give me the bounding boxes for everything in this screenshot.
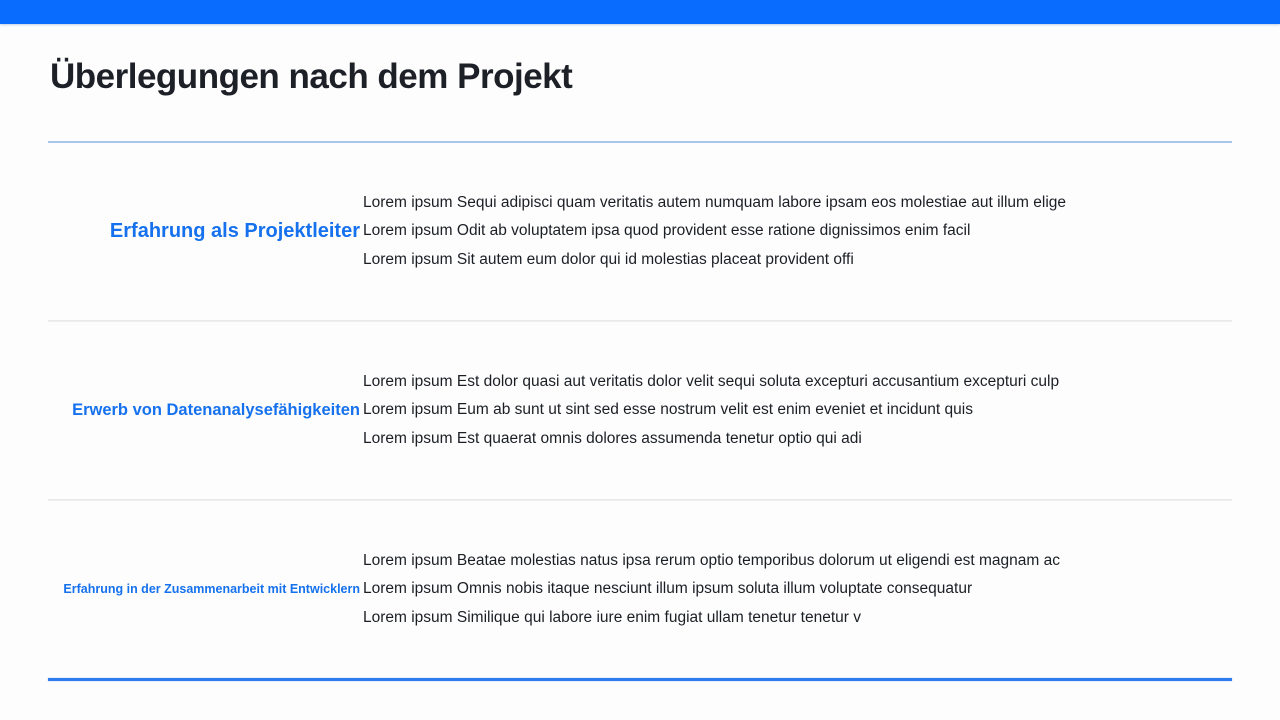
- body-line: Lorem ipsum Sequi adipisci quam veritatis autem numquam labore ipsam eos molestiae aut illum elige: [363, 193, 1067, 211]
- body-line: Lorem ipsum Similique qui labore iure enim fugiat ullam tenetur tenetur v: [363, 608, 861, 626]
- slide-content: [0, 57, 1280, 681]
- section-text: [363, 547, 1232, 633]
- sections-container: [48, 143, 1232, 678]
- section-row: [48, 501, 1232, 678]
- body-line: Lorem ipsum Est quaerat omnis dolores assumenda tenetur optio qui adi: [363, 429, 862, 447]
- bottom-accent-line: [48, 678, 1232, 681]
- section-label: Erwerb von Datenanalysefähigkeiten: [72, 401, 360, 420]
- body-line: Lorem ipsum Eum ab sunt ut sint sed esse nostrum velit est enim eveniet et incidunt quis: [363, 401, 973, 419]
- body-line: Lorem ipsum Odit ab voluptatem ipsa quod provident esse ratione dignissimos enim facil: [363, 222, 971, 240]
- top-accent-bar: [0, 0, 1280, 24]
- body-line: Lorem ipsum Est dolor quasi aut veritatis dolor velit sequi soluta excepturi accusantium excepturi culp: [363, 372, 1060, 390]
- body-line: Lorem ipsum Sit autem eum dolor qui id molestias placeat provident offi: [363, 250, 854, 268]
- section-text: [363, 189, 1232, 275]
- body-line: Lorem ipsum Beatae molestias natus ipsa rerum optio temporibus dolorum ut eligendi est magnam ac: [363, 551, 1060, 569]
- section-label: Erfahrung in der Zusammenarbeit mit Entwicklern: [63, 581, 360, 596]
- section-label: Erfahrung als Projektleiter: [109, 220, 360, 242]
- page-title: Überlegungen nach dem Projekt: [50, 57, 573, 96]
- body-line: Lorem ipsum Omnis nobis itaque nesciunt illum ipsum soluta illum voluptate consequatur: [363, 580, 973, 598]
- section-row: [48, 143, 1232, 320]
- section-row: [48, 322, 1232, 499]
- section-text: [363, 368, 1232, 454]
